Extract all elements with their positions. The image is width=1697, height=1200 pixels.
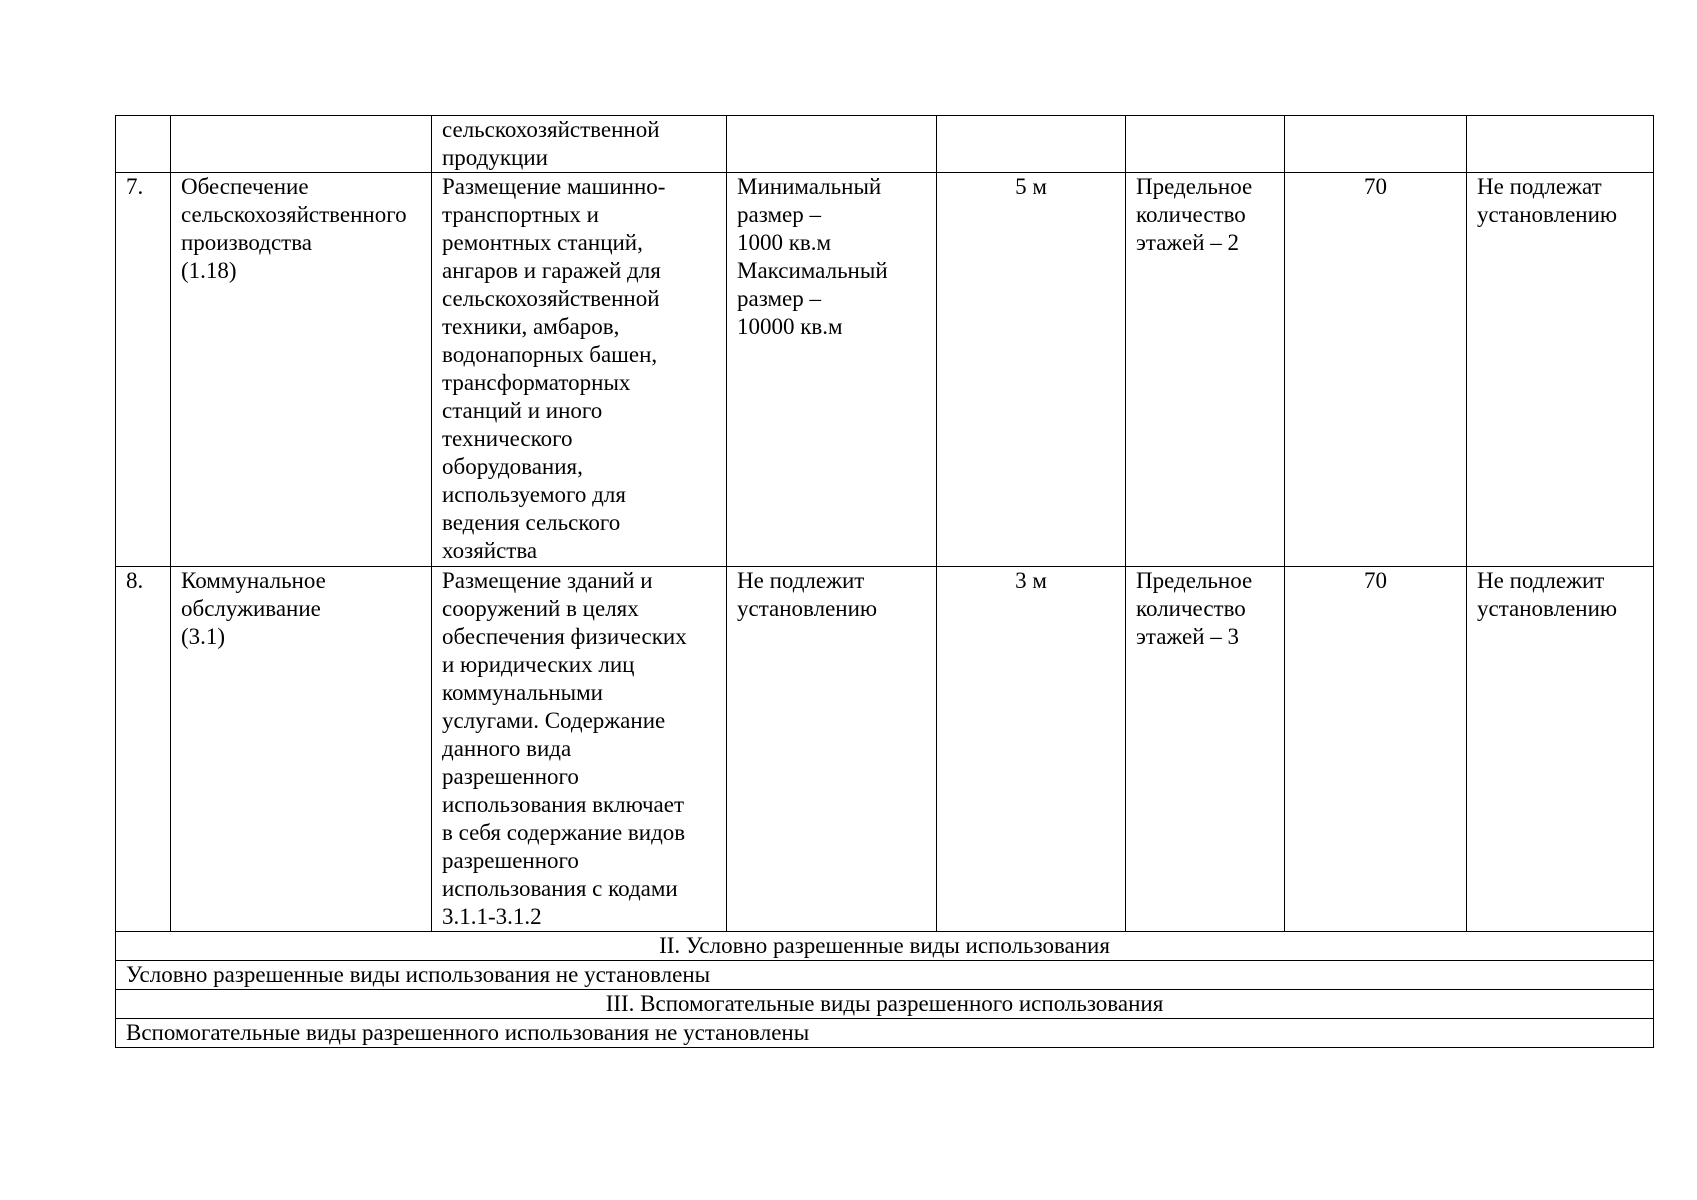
section-2-note: Условно разрешенные виды использования не установлены: [116, 961, 1654, 990]
cell-coverage: [1285, 116, 1467, 173]
section-3-title: III. Вспомогательные виды разрешенного использования: [116, 990, 1654, 1019]
section-note-row: [116, 1019, 1654, 1048]
section-3-note: Вспомогательные виды разрешенного использования не установлены: [116, 1019, 1654, 1048]
section-note-row: [116, 961, 1654, 990]
cell-other: Не подлежат установлению: [1467, 173, 1654, 567]
table-row-continuation: [116, 116, 1654, 173]
cell-other: Не подлежит установлению: [1467, 567, 1654, 932]
cell-setback: 3 м: [937, 567, 1126, 932]
cell-name: Коммунальное обслуживание (3.1): [171, 567, 432, 932]
cell-floors: [1126, 116, 1285, 173]
cell-coverage: 70: [1285, 173, 1467, 567]
cell-name: Обеспечение сельскохозяйственного производства (1.18): [171, 173, 432, 567]
cell-floors: Предельное количество этажей – 3: [1126, 567, 1285, 932]
cell-plot-size: [727, 116, 937, 173]
section-2-title: II. Условно разрешенные виды использования: [116, 932, 1654, 961]
cell-num: 7.: [116, 173, 171, 567]
cell-floors: Предельное количество этажей – 2: [1126, 173, 1285, 567]
cell-name: [171, 116, 432, 173]
cell-other: [1467, 116, 1654, 173]
table-row: [116, 567, 1654, 932]
cell-num: [116, 116, 171, 173]
cell-plot-size: Минимальный размер – 1000 кв.м Максимальный размер – 10000 кв.м: [727, 173, 937, 567]
section-header-row: [116, 990, 1654, 1019]
cell-setback: 5 м: [937, 173, 1126, 567]
cell-setback: [937, 116, 1126, 173]
cell-description: сельскохозяйственной продукции: [432, 116, 727, 173]
zoning-regulations-table: [115, 115, 1654, 1048]
table-row: [116, 173, 1654, 567]
cell-description: Размещение зданий и сооружений в целях обеспечения физических и юридических лиц коммунальными услугами. Содержание данного вида разрешенного использования включает в себя содержание видов разрешенного использования с кодами 3.1.1-3.1.2: [432, 567, 727, 932]
cell-plot-size: Не подлежит установлению: [727, 567, 937, 932]
section-header-row: [116, 932, 1654, 961]
cell-description: Размещение машинно- транспортных и ремонтных станций, ангаров и гаражей для сельскохозяйственной техники, амбаров, водонапорных башен, трансформаторных станций и иного технического оборудования, используемого для ведения сельского хозяйства: [432, 173, 727, 567]
cell-num: 8.: [116, 567, 171, 932]
cell-coverage: 70: [1285, 567, 1467, 932]
